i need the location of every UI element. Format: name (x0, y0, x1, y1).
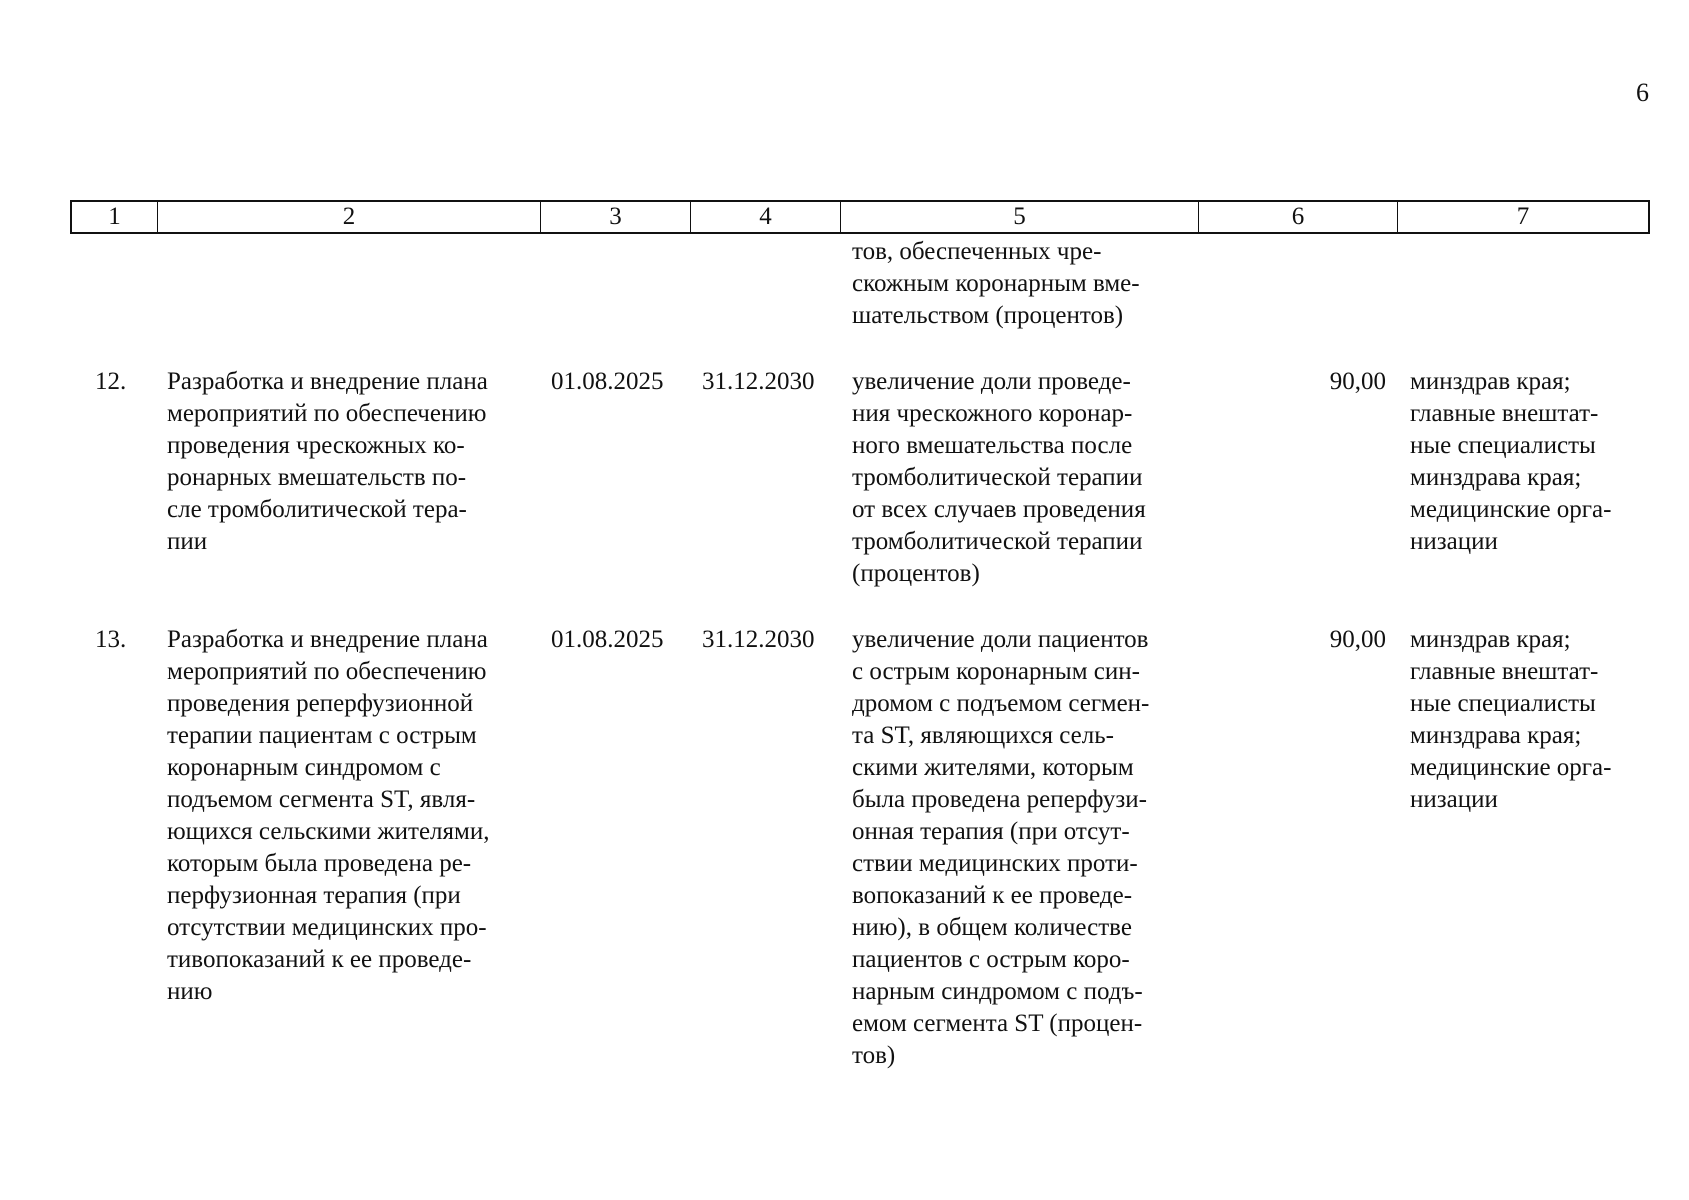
row-end-date: 31.12.2030 (702, 368, 815, 395)
header-col-5: 5 (841, 202, 1199, 232)
row-responsible-text: минздрав края; главные внештат- ные специалисты минздрава края; медицинские орга- низации (1410, 368, 1612, 555)
row-responsible (1410, 624, 1642, 816)
continuation-indicator-text: тов, обеспеченных чре- скожным коронарным вме- шательством (процентов) (852, 238, 1140, 329)
row-description (167, 624, 531, 1008)
row-description (167, 366, 531, 558)
table-header (70, 200, 1650, 234)
row-start-date: 01.08.2025 (551, 626, 664, 653)
row-indicator (852, 366, 1188, 590)
header-col-7: 7 (1516, 203, 1530, 230)
row-start-date: 01.08.2025 (551, 368, 664, 395)
header-col-6: 6 (1199, 202, 1398, 232)
row-value: 90,00 (1329, 368, 1386, 395)
header-col-1: 1 (72, 202, 158, 232)
page-number: 6 (1636, 78, 1649, 107)
row-responsible (1410, 366, 1642, 558)
row-indicator (852, 624, 1188, 1072)
row-responsible-text: минздрав края; главные внештат- ные специалисты минздрава края; медицинские орга- низации (1410, 626, 1612, 813)
row-description-text: Разработка и внедрение плана мероприятий по обеспечению проведения реперфузионной терапии пациентам с острым коронарным синдромом с подъемом сегмента ST, явля- ющихся сельскими жителями, которым была проведена ре- перфузионная терапия (при отсутствии медицинских про- тивопоказаний к ее проведе- нию (167, 626, 490, 1005)
row-indicator-text: увеличение доли проведе- ния чрескожного коронар- ного вмешательства после тромболитической терапии от всех случаев проведения тромболитической терапии (процентов) (852, 368, 1146, 587)
header-col-4: 4 (691, 202, 841, 232)
header-col-2: 2 (158, 202, 541, 232)
row-indicator-text: увеличение доли пациентов с острым коронарным син- дромом с подъемом сегмен- та ST, являющихся сель- скими жителями, которым была проведена реперфузи- онная терапия (при отсут- ствии медицинских проти- вопоказаний к ее проведе- нию), в общем количестве пациентов с острым коро- нарным синдромом с подъ- емом сегмента ST (процен- тов) (852, 626, 1150, 1069)
row-description-text: Разработка и внедрение плана мероприятий по обеспечению проведения чрескожных ко- ронарных вмешательств по- сле тромболитической тера- пии (167, 368, 488, 555)
row-end-date: 31.12.2030 (702, 626, 815, 653)
header-col-3: 3 (541, 202, 691, 232)
row-number: 13. (95, 626, 127, 653)
row-number: 12. (95, 368, 127, 395)
row-value: 90,00 (1329, 626, 1386, 653)
continuation-indicator (852, 236, 1188, 332)
